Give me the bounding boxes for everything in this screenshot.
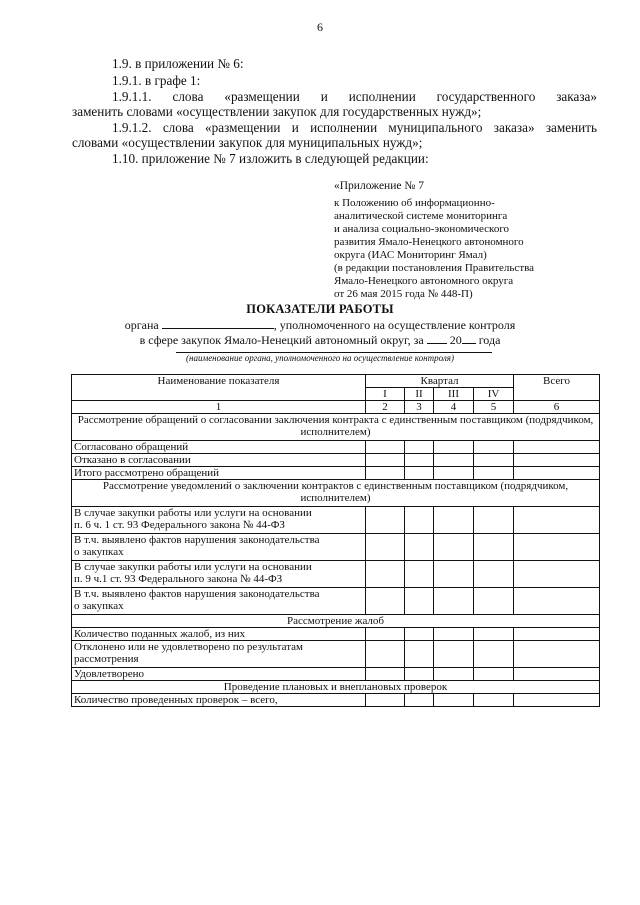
data-cell[interactable]: [474, 454, 514, 467]
appendix-title: «Приложение № 7: [334, 180, 424, 192]
form-period-line: [0, 333, 640, 348]
paragraph-1-9-1-1-line1: 1.9.1.1. слова «размещении и исполнении государственного заказа»: [112, 89, 597, 104]
data-cell[interactable]: [366, 507, 405, 534]
form-organ-line: [0, 318, 640, 333]
table-row: [72, 441, 600, 454]
row-label: Отказано в согласовании: [72, 454, 366, 467]
appendix-line: (в редакции постановления Правительства: [334, 262, 535, 274]
data-cell[interactable]: [514, 561, 600, 588]
paragraph-1-9-1-1-line2: заменить словами «осуществлении закупок для государственных нужд»;: [72, 104, 482, 119]
row-label: Итого рассмотрено обращений: [72, 467, 366, 480]
data-cell[interactable]: [434, 454, 474, 467]
data-cell[interactable]: [405, 668, 434, 681]
data-cell[interactable]: [434, 441, 474, 454]
row-label-line: о закупках: [74, 546, 124, 558]
row-label-line: В т.ч. выявлено фактов нарушения законодательства: [74, 534, 320, 546]
header-quarter-2: II: [405, 388, 434, 401]
period-suffix: года: [478, 333, 501, 347]
data-cell[interactable]: [405, 694, 434, 707]
row-label-line: о закупках: [74, 600, 124, 612]
row-label: Удовлетворено: [72, 668, 366, 681]
row-label: [72, 561, 366, 588]
paragraph-1-10: 1.10. приложение № 7 изложить в следующей редакции:: [112, 151, 429, 166]
data-cell[interactable]: [434, 534, 474, 561]
appendix-line: от 26 мая 2015 года № 448-П): [334, 288, 473, 300]
row-label-line: Отклонено или не удовлетворено по результатам: [74, 641, 303, 653]
row-label: [72, 641, 366, 668]
data-cell[interactable]: [434, 694, 474, 707]
appendix-line: к Положению об информационно-: [334, 197, 495, 209]
row-label: Согласовано обращений: [72, 441, 366, 454]
data-cell[interactable]: [474, 507, 514, 534]
appendix-line: развития Ямало-Ненецкого автономного: [334, 236, 524, 248]
row-label-line: В т.ч. выявлено фактов нарушения законодательства: [74, 588, 320, 600]
section-header: Рассмотрение уведомлений о заключении контрактов с единственным поставщиком (подрядчиком, исполнителем): [72, 480, 600, 507]
row-label: Количество поданных жалоб, из них: [72, 628, 366, 641]
header-quarter-1: I: [366, 388, 405, 401]
data-cell[interactable]: [434, 668, 474, 681]
data-cell[interactable]: [434, 507, 474, 534]
appendix-line: округа (ИАС Мониторинг Ямал): [334, 249, 487, 261]
data-cell[interactable]: [405, 628, 434, 641]
section-header: Рассмотрение обращений о согласовании заключения контракта с единственным поставщиком (подрядчиком, исполнителем): [72, 414, 600, 441]
data-cell[interactable]: [405, 588, 434, 615]
paragraph-1-9-1-2-line1: 1.9.1.2. слова «размещении и исполнении муниципального заказа» заменить: [112, 120, 597, 135]
data-cell[interactable]: [405, 507, 434, 534]
data-cell[interactable]: [514, 641, 600, 668]
column-number: 4: [434, 401, 474, 414]
table-row: [72, 694, 600, 707]
period-prefix: в сфере закупок Ямало-Ненецкий автономный округ, за: [139, 333, 424, 347]
column-number: 2: [366, 401, 405, 414]
data-cell[interactable]: [514, 668, 600, 681]
data-cell[interactable]: [405, 534, 434, 561]
data-cell[interactable]: [366, 628, 405, 641]
data-cell[interactable]: [514, 467, 600, 480]
data-cell[interactable]: [474, 641, 514, 668]
data-cell[interactable]: [405, 467, 434, 480]
data-cell[interactable]: [366, 454, 405, 467]
form-title: ПОКАЗАТЕЛИ РАБОТЫ: [246, 302, 394, 316]
header-quarter: Квартал: [366, 375, 514, 388]
header-quarter-3: III: [434, 388, 474, 401]
row-label-line: В случае закупки работы или услуги на основании: [74, 507, 312, 519]
data-cell[interactable]: [366, 694, 405, 707]
row-label: Количество проведенных проверок – всего,: [72, 694, 366, 707]
data-cell[interactable]: [366, 441, 405, 454]
data-cell[interactable]: [405, 561, 434, 588]
row-label-line: рассмотрения: [74, 653, 139, 665]
table-row: [72, 467, 600, 480]
row-label-line: В случае закупки работы или услуги на основании: [74, 561, 312, 573]
header-quarter-4: IV: [474, 388, 514, 401]
column-number: 3: [405, 401, 434, 414]
data-cell[interactable]: [514, 454, 600, 467]
data-cell[interactable]: [366, 588, 405, 615]
indicators-table: [71, 374, 600, 707]
paragraph-1-9-1: 1.9.1. в графе 1:: [112, 73, 201, 88]
table-row: [72, 454, 600, 467]
organ-name-blank[interactable]: [162, 318, 274, 329]
data-cell[interactable]: [514, 507, 600, 534]
section-header: Рассмотрение жалоб: [72, 615, 600, 628]
data-cell[interactable]: [514, 628, 600, 641]
data-cell[interactable]: [434, 588, 474, 615]
section-header: Проведение плановых и внеплановых проверок: [72, 681, 600, 694]
data-cell[interactable]: [514, 588, 600, 615]
organ-suffix: , уполномоченного на осуществление контроля: [273, 318, 516, 332]
table-row: [72, 588, 600, 615]
page-number: 6: [317, 20, 323, 34]
organ-prefix: органа: [124, 318, 159, 332]
table-row: [72, 507, 600, 534]
paragraph-1-9: 1.9. в приложении № 6:: [112, 56, 244, 71]
data-cell[interactable]: [366, 561, 405, 588]
data-cell[interactable]: [366, 467, 405, 480]
row-label-line: п. 6 ч. 1 ст. 93 Федерального закона № 44-ФЗ: [74, 519, 285, 531]
appendix-line: и анализа социально-экономического: [334, 223, 510, 235]
appendix-line: Ямало-Ненецкого автономного округа: [334, 275, 514, 287]
paragraph-1-9-1-2-line2: словами «осуществлении закупок для муниципальных нужд»;: [72, 135, 423, 150]
data-cell[interactable]: [405, 454, 434, 467]
data-cell[interactable]: [405, 441, 434, 454]
header-indicator-name: Наименование показателя: [72, 375, 366, 401]
data-cell[interactable]: [474, 694, 514, 707]
row-label: [72, 507, 366, 534]
data-cell[interactable]: [366, 641, 405, 668]
data-cell[interactable]: [514, 534, 600, 561]
column-number: 1: [72, 401, 366, 414]
data-cell[interactable]: [405, 641, 434, 668]
table-row: [72, 628, 600, 641]
row-label: [72, 588, 366, 615]
data-cell[interactable]: [514, 441, 600, 454]
column-number: 6: [514, 401, 600, 414]
appendix-line: аналитической системе мониторинга: [334, 210, 508, 222]
column-number: 5: [474, 401, 514, 414]
year-blank[interactable]: [462, 333, 476, 344]
data-cell[interactable]: [434, 561, 474, 588]
period-blank[interactable]: [427, 333, 447, 344]
row-label-line: п. 9 ч.1 ст. 93 Федерального закона № 44-ФЗ: [74, 573, 283, 585]
data-cell[interactable]: [434, 467, 474, 480]
table-row: [72, 668, 600, 681]
header-total: Всего: [514, 375, 600, 401]
organ-caption: (наименование органа, уполномоченного на осуществление контроля): [185, 353, 454, 363]
data-cell[interactable]: [366, 668, 405, 681]
data-cell[interactable]: [434, 641, 474, 668]
data-cell[interactable]: [474, 467, 514, 480]
table-row: [72, 641, 600, 668]
row-label: [72, 534, 366, 561]
data-cell[interactable]: [474, 588, 514, 615]
data-cell[interactable]: [474, 534, 514, 561]
year-prefix: 20: [449, 333, 462, 347]
data-cell[interactable]: [474, 561, 514, 588]
data-cell[interactable]: [474, 628, 514, 641]
data-cell[interactable]: [366, 534, 405, 561]
data-cell[interactable]: [434, 628, 474, 641]
table-row: [72, 561, 600, 588]
data-cell[interactable]: [514, 694, 600, 707]
table-row: [72, 534, 600, 561]
data-cell[interactable]: [474, 441, 514, 454]
data-cell[interactable]: [474, 668, 514, 681]
